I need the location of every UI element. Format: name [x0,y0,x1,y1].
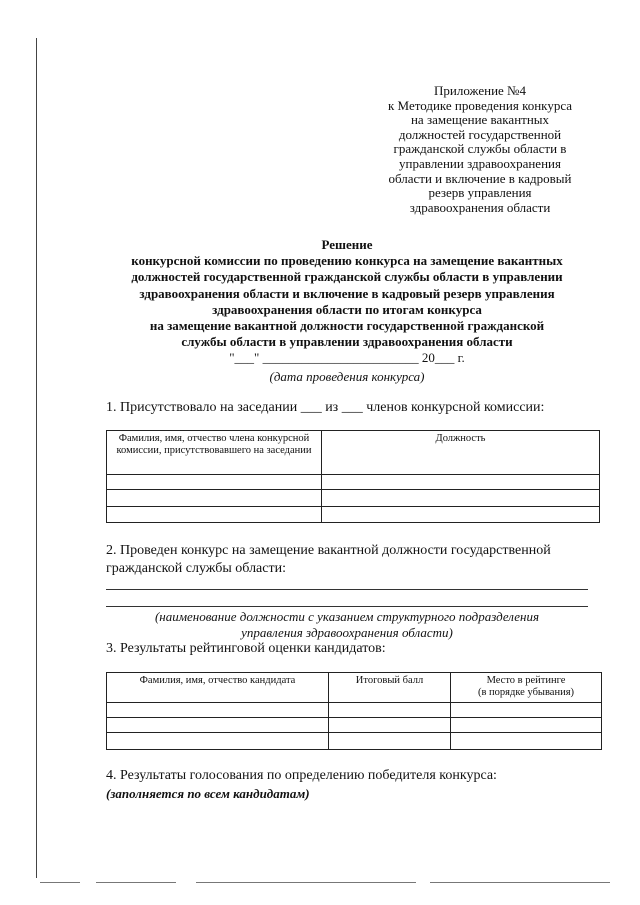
section4-text: 4. Результаты голосования по определению победителя конкурса: [106,768,497,783]
rating-header-score: Итоговый балл [329,673,451,703]
rating-header-place-line2: (в порядке убывания) [477,686,575,698]
section2-line1: 2. Проведен конкурс на замещение вакантной должности государственной [106,543,551,558]
table-cell[interactable] [322,475,600,490]
appendix-block [370,84,590,215]
rating-table [106,672,602,750]
title-heading: Решение [321,237,373,252]
table-cell[interactable] [107,507,322,523]
table-cell[interactable] [451,718,602,733]
margin-line [36,38,37,878]
appendix-line: должностей государственной [398,126,562,142]
fill-in-line[interactable] [106,606,588,607]
rating-header-name: Фамилия, имя, отчество кандидата [107,673,329,703]
table-cell[interactable] [329,733,451,750]
table-cell[interactable] [322,507,600,523]
scan-artifact [430,882,610,883]
table-row [107,718,602,733]
title-line: здравоохранения области и включение в кадровый резерв управления [139,285,555,301]
section4-note: (заполняется по всем кандидатам) [106,786,310,801]
table-row [107,733,602,750]
appendix-line: области и включение в кадровый [388,170,572,186]
table-cell[interactable] [107,475,322,490]
appendix-line: управлении здравоохранения [399,155,561,171]
title-line: должностей государственной гражданской службы области в управлении [131,269,563,285]
appendix-line: гражданской службы области в [393,141,567,157]
title-line: на замещение вакантной должности государственной гражданской [149,318,545,334]
appendix-line: резерв управления [428,185,532,201]
rating-header-place [451,673,602,703]
fill-in-line[interactable] [106,589,588,590]
table-cell[interactable] [451,703,602,718]
table-cell[interactable] [107,490,322,507]
appendix-line: Приложение №4 [434,83,526,98]
document-title [98,237,596,350]
scan-artifact [96,882,176,883]
section3-text: 3. Результаты рейтинговой оценки кандидатов: [106,641,386,656]
rating-header-place-line1: Место в рейтинге [486,675,566,686]
date-line[interactable]: "___" ________________________ 20___ г. [229,350,465,365]
table-cell[interactable] [451,733,602,750]
members-header-position: Должность [322,431,600,475]
table-cell[interactable] [107,733,329,750]
appendix-line: на замещение вакантных [410,112,550,128]
table-cell[interactable] [107,718,329,733]
table-cell[interactable] [107,703,329,718]
table-row [107,507,600,523]
table-cell[interactable] [322,490,600,507]
table-cell[interactable] [329,718,451,733]
appendix-line: к Методике проведения конкурса [387,97,573,113]
members-header-name: Фамилия, имя, отчество члена конкурсной комиссии, присутствовавшего на заседании [107,431,322,475]
scan-artifact [196,882,416,883]
section2-line2: гражданской службы области: [106,561,286,576]
members-table [106,430,600,523]
caption-line: (наименование должности с указанием структурного подразделения [154,609,540,624]
title-line: конкурсной комиссии по проведению конкурса на замещение вакантных [131,253,563,269]
caption-line: управления здравоохранения области) [241,625,453,640]
appendix-line: здравоохранения области [409,199,551,215]
date-caption: (дата проведения конкурса) [269,369,425,384]
table-row [107,703,602,718]
table-row [107,490,600,507]
title-line: службы области в управлении здравоохранения области [181,334,513,350]
section1-text: 1. Присутствовало на заседании ___ из ___ членов конкурсной комиссии: [106,400,545,415]
table-cell[interactable] [329,703,451,718]
scan-artifact [40,882,80,883]
table-row [107,475,600,490]
title-line: здравоохранения области по итогам конкурса [212,301,482,317]
position-caption [106,609,588,641]
